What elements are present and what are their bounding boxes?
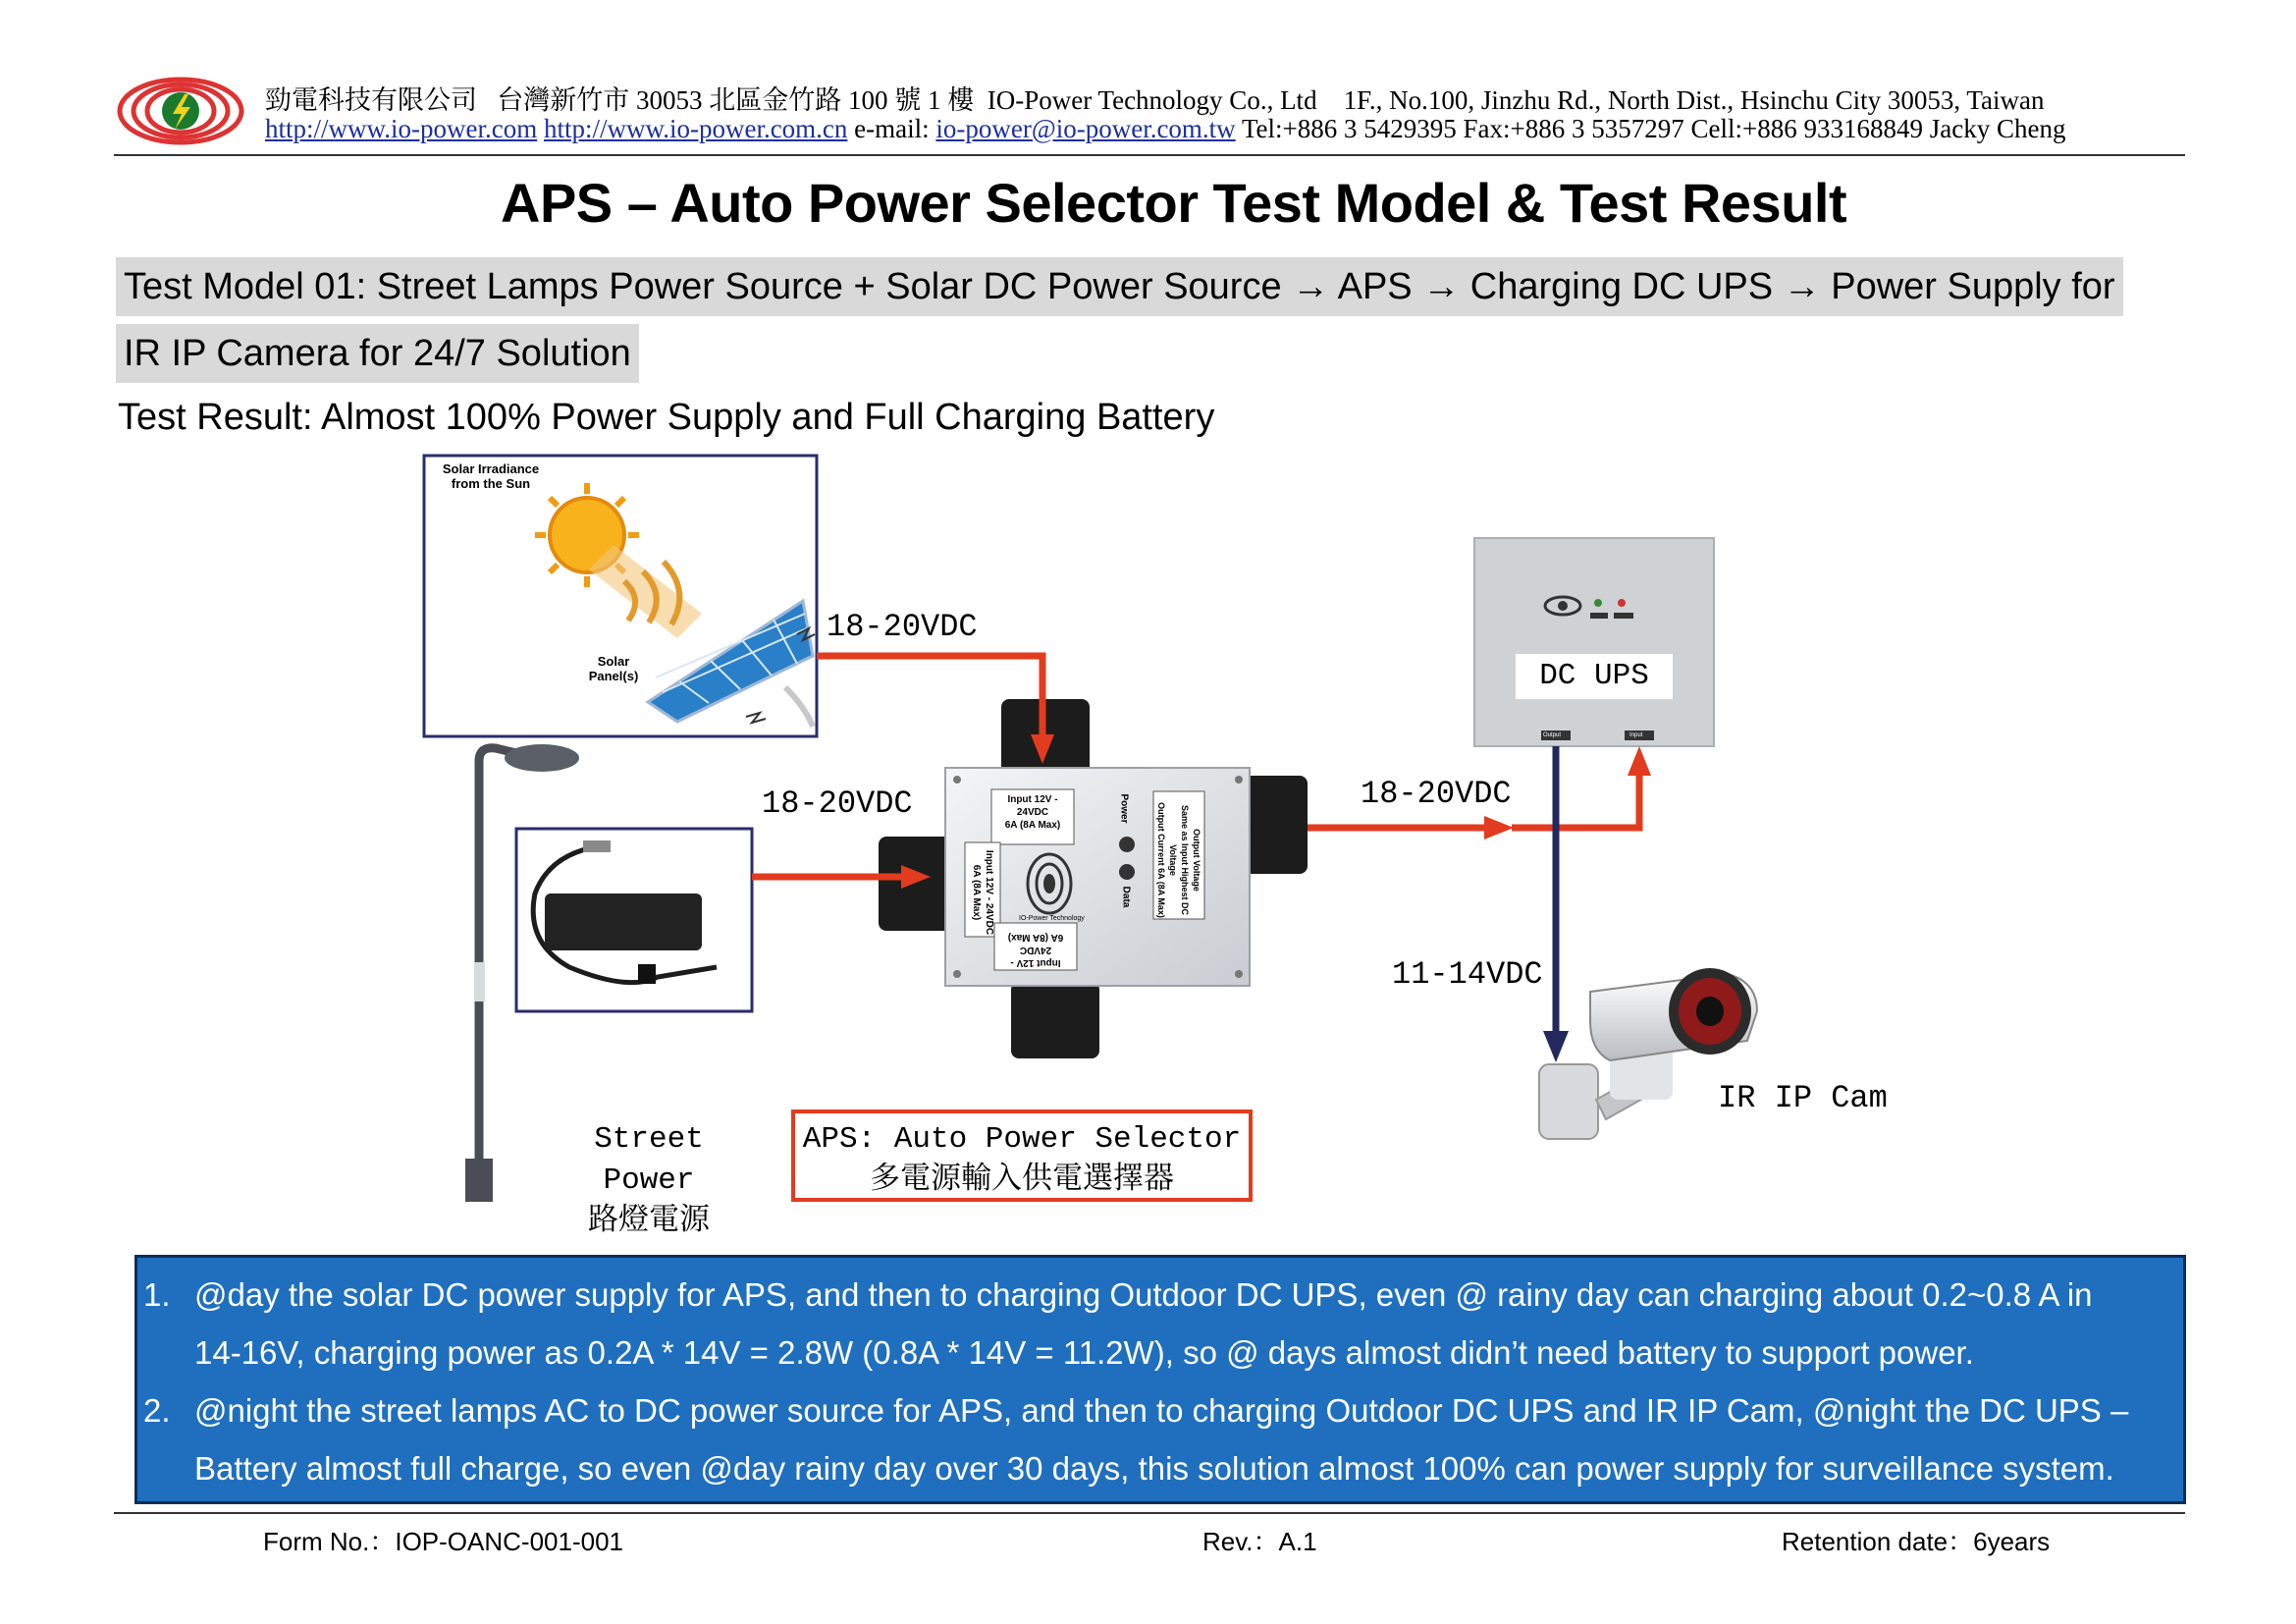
note-item <box>143 1381 2183 1497</box>
note-line: 14-16V, charging power as 0.2A * 14V = 2.8W (0.8A * 14V = 11.2W), so @ days almost didn’t need battery to support power. <box>194 1334 1974 1371</box>
retention-date: Retention date：6years <box>1782 1527 2051 1556</box>
note-number: 1. <box>143 1276 171 1313</box>
revision: Rev.：A.1 <box>1202 1527 1317 1556</box>
aps-output-line-2: Same as Input Highest DC Voltage <box>1168 804 1190 916</box>
solar-caption-line-2: from the Sun <box>451 476 531 491</box>
footer-divider <box>114 1512 2185 1514</box>
solar-illustration <box>424 456 817 736</box>
output-voltage-label: 18-20VDC <box>1361 776 1512 812</box>
aps-input-left-label <box>970 845 995 940</box>
note-line: Battery almost full charge, so even @day rainy day over 30 days, this solution almost 100% can power supply for surveillance system. <box>194 1450 2114 1487</box>
aps-data-indicator-label: Data <box>1120 886 1132 908</box>
aps-input-left-line-2: 6A (8A Max) <box>971 864 982 921</box>
solar-caption <box>432 461 550 491</box>
camera-voltage-label: 11-14VDC <box>1392 956 1543 993</box>
test-result: Test Result: Almost 100% Power Supply and Full Charging Battery <box>118 397 1215 438</box>
page-title: APS – Auto Power Selector Test Model & Test Result <box>501 172 1847 234</box>
company-name-zh: 勁電科技有限公司 <box>265 85 477 115</box>
note-line: @night the street lamps AC to DC power source for APS, and then to charging Outdoor DC UPS and IR IP Cam, @night the DC UPS – <box>194 1392 2129 1429</box>
camera-label: IR IP Cam <box>1718 1080 1888 1116</box>
email-link[interactable]: io-power@io-power.com.tw <box>935 114 1236 143</box>
test-model-line-2: IR IP Camera for 24/7 Solution <box>116 324 639 383</box>
solar-caption-line-1: Solar Irradiance <box>442 461 540 476</box>
solar-voltage-label: 18-20VDC <box>827 609 978 645</box>
aps-input-top-line-2: 6A (8A Max) <box>1004 820 1061 831</box>
ups-port-output-label: Output <box>1543 732 1562 738</box>
company-name-en: IO-Power Technology Co., Ltd <box>987 85 1317 115</box>
phone-numbers: Tel:+886 3 5429395 Fax:+886 3 5357297 Cell:+886 933168849 Jacky Cheng <box>1241 114 2066 143</box>
aps-caption-en: APS: Auto Power Selector <box>802 1122 1242 1157</box>
street-power-label-zh: 路燈電源 <box>588 1205 710 1239</box>
aps-input-top-line-1: Input 12V - 24VDC <box>1007 794 1058 818</box>
test-model-line-1: Test Model 01: Street Lamps Power Source + Solar DC Power Source → APS → Charging DC UPS → Power Supply for <box>116 257 2123 316</box>
aps-device <box>879 699 1308 1058</box>
note-line: @day the solar DC power supply for APS, and then to charging Outdoor DC UPS, even @ rainy day can charging about 0.2~0.8 A in <box>194 1276 2093 1313</box>
aps-output-line-3: Output Current 6A (8A Max) <box>1156 802 1166 918</box>
power-adapter-illustration <box>516 829 752 1011</box>
dc-ups-box <box>1474 538 1714 746</box>
solar-panel-caption <box>579 654 648 683</box>
ups-port-input-label: Input <box>1629 732 1643 738</box>
street-power-label <box>546 1119 752 1243</box>
website-cn-link[interactable]: http://www.io-power.com.cn <box>543 114 848 143</box>
aps-power-indicator-label: Power <box>1118 793 1130 824</box>
aps-input-bottom-line-1: Input 12V - 24VDC <box>1010 945 1061 968</box>
aps-output-label <box>1155 796 1202 924</box>
address-zh: 台灣新竹市 30053 北區金竹路 100 號 1 樓 <box>497 85 975 115</box>
street-voltage-label: 18-20VDC <box>762 785 913 822</box>
solar-panel-line-1: Solar <box>597 654 630 669</box>
street-power-label-en: Street Power <box>594 1122 704 1198</box>
form-number: Form No.：IOP-OANC-001-001 <box>263 1527 623 1556</box>
aps-input-left-line-1: Input 12V - 24VDC <box>984 849 994 936</box>
address-en: 1F., No.100, Jinzhu Rd., North Dist., Hsinchu City 30053, Taiwan <box>1343 85 2045 115</box>
aps-input-bottom-line-2: 6A (8A Max) <box>1007 932 1064 943</box>
aps-caption-zh: 多電源輸入供電選擇器 <box>870 1164 1174 1198</box>
notes-box <box>134 1255 2186 1504</box>
note-number: 2. <box>143 1392 171 1429</box>
aps-brand-label: IO-Power Technology <box>1019 915 1085 922</box>
note-text <box>194 1266 2093 1381</box>
aps-caption-box <box>791 1110 1253 1202</box>
aps-output-line-1: Output Voltage <box>1192 829 1201 892</box>
aps-input-bottom-label <box>996 931 1075 969</box>
solar-panel-line-2: Panel(s) <box>588 669 639 683</box>
website-link[interactable]: http://www.io-power.com <box>265 114 538 143</box>
note-item <box>143 1266 2183 1381</box>
ups-label: DC UPS <box>1516 654 1673 699</box>
aps-input-top-label <box>993 793 1072 832</box>
note-text <box>194 1381 2128 1497</box>
email-label: e-mail: <box>854 114 930 143</box>
